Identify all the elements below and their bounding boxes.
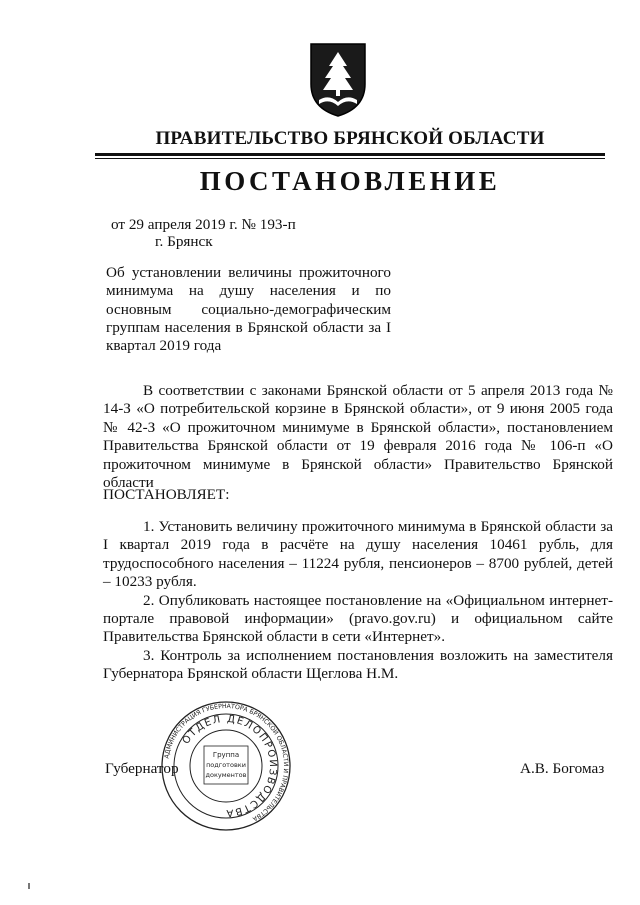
- date-number-line: от 29 апреля 2019 г. № 193-п: [111, 216, 296, 233]
- resolution-items: [103, 518, 613, 684]
- signatory-position: Губернатор: [105, 760, 179, 777]
- stamp-ring-text: ОТДЕЛ ДЕЛОПРОИЗВОДСТВА: [180, 713, 279, 819]
- government-title: ПРАВИТЕЛЬСТВО БРЯНСКОЙ ОБЛАСТИ: [155, 128, 545, 149]
- office-stamp: [160, 700, 292, 832]
- stamp-center-line: документов: [205, 771, 247, 779]
- scan-mark: [28, 883, 30, 889]
- list-item: 3. Контроль за исполнением постановления возложить на заместителя Губернатора Брянской области Щеглова Н.М.: [103, 646, 613, 683]
- preamble-text: В соответствии с законами Брянской области от 5 апреля 2013 года № 14-З «О потребительской корзине в Брянской области», от 9 июня 2005 года № 42-З «О прожиточном минимуме в Брянской области», постановлением Правительства Брянской области от 19 февраля 2016 года № 106-п «О прожиточном минимуме в Брянской области» Правительство Брянской области: [103, 382, 613, 492]
- stamp-center-line: подготовки: [206, 761, 246, 769]
- header-rule-thin: [95, 158, 605, 159]
- document-subject: Об установлении величины прожиточного минимума на душу населения и по основным социально-демографическим группам населения в Брянской области за I квартал 2019 года: [106, 264, 391, 355]
- stamp-center-line: Группа: [212, 751, 240, 759]
- stamp-outer-text: АДМИНИСТРАЦИЯ ГУБЕРНАТОРА БРЯНСКОЙ ОБЛАСТИ И ПРАВИТЕЛЬСТВА: [163, 702, 290, 823]
- header-rule-thick: [95, 153, 605, 156]
- coat-of-arms-icon: [303, 38, 373, 118]
- signatory-name: А.В. Богомаз: [520, 760, 605, 777]
- list-item: 1. Установить величину прожиточного минимума в Брянской области за I квартал 2019 года в расчёте на душу населения 10461 рубль, для трудоспособного населения – 11224 рубля, пенсионеров – 8700 рублей, детей – 10233 рубля.: [103, 518, 613, 591]
- document-type: ПОСТАНОВЛЕНИЕ: [199, 166, 501, 196]
- resolves-label: ПОСТАНОВЛЯЕТ:: [103, 486, 230, 503]
- city-line: г. Брянск: [155, 233, 213, 250]
- preamble: [103, 382, 613, 492]
- list-item: 2. Опубликовать настоящее постановление на «Официальном интернет-портале правовой информации» (pravo.gov.ru) и официальном сайте Правительства Брянской области в сети «Интернет».: [103, 591, 613, 646]
